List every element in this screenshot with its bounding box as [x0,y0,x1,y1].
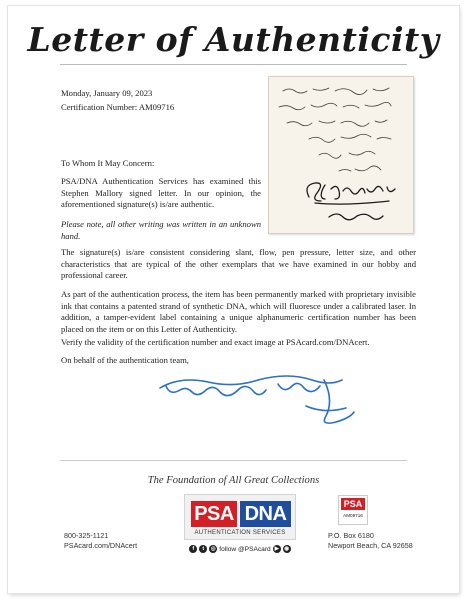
letter-date: Monday, January 09, 2023 [61,88,153,98]
certification-sticker [338,495,368,525]
verify-paragraph: Verify the validity of the certification number and exact image at PSAcard.com/DNAcert. [61,337,370,347]
twitter-icon[interactable]: t [199,545,207,553]
unknown-hand-note: Please note, all other writing was written in an unknown hand. [61,219,261,241]
facebook-icon[interactable]: f [189,545,197,553]
social-handle[interactable]: follow @PSAcard [219,545,271,553]
youtube-icon[interactable]: ▶ [274,546,279,552]
logo-panel [184,494,296,540]
contact-right [328,531,413,551]
website-link[interactable]: PSAcard.com/DNAcert [64,541,138,550]
psa-dna-logo [184,494,296,556]
sticker-number: AM09716 [343,513,363,518]
phone-number: 800-325-1121 [64,531,109,540]
contact-left [64,531,137,551]
consistency-paragraph: The signature(s) is/are consistent considering slant, flow, pen pressure, letter size, and other characteristics that are typical of the other exemplars that we have examined in our hobby and professional career. [61,247,416,281]
po-box: P.O. Box 6180 [328,531,374,540]
authenticator-signature [156,366,376,432]
handwriting-image [269,77,413,233]
foundation-tagline: The Foundation of All Great Collections [147,475,320,486]
sticker-brand: PSA [341,498,365,510]
dna-process-paragraph: As part of the authentication process, the item has been permanently marked with proprietary invisible ink that contains a patented strand of synthetic DNA, which will fluoresce under a calibrated laser. In addition, a tamper-evident label containing a unique alphanumeric certification number has been placed on the item or on this Letter of Authenticity. [61,289,416,334]
signed-letter-image [268,76,414,234]
logo-psa: PSA [191,501,237,527]
footer-divider [60,460,407,461]
examination-paragraph: PSA/DNA Authentication Services has examined this Stephen Mallory signed letter. In our opinion, the aforementioned signature(s) is/are authentic. [61,176,261,210]
closing-line: On behalf of the authentication team, [61,355,189,365]
letter-meta [61,86,174,114]
social-row [184,544,296,554]
city-address: Newport Beach, CA 92658 [328,541,413,550]
logo-services: AUTHENTICATION SERVICES [194,530,286,536]
certification-label: Certification Number: [61,102,138,112]
greeting: To Whom It May Concern: [61,158,155,168]
title-divider [60,64,407,65]
instagram-icon[interactable]: ◎ [210,546,216,552]
app-icon[interactable]: ◉ [284,546,290,552]
certification-number: AM09716 [138,102,175,112]
certification-line [61,100,174,114]
logo-dna: DNA [240,501,291,527]
page-title: Letter of Authenticity [27,20,440,59]
letter-page [8,6,459,593]
